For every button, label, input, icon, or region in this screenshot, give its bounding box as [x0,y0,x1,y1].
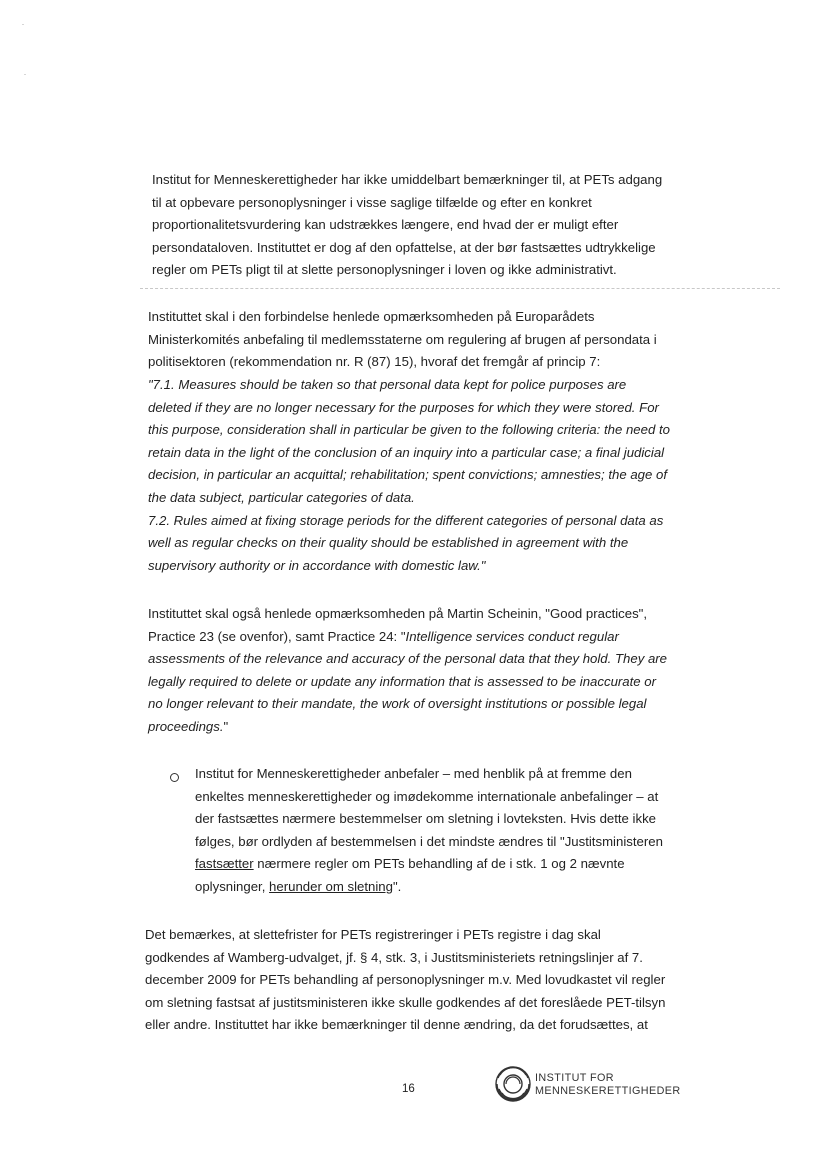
text-line: til at opbevare personoplysninger i visse saglige tilfælde og efter en konkret [152,194,592,210]
text-line: enkeltes menneskerettigheder og imødekomme internationale anbefalinger – at [195,788,659,804]
quote-line: assessments of the relevance and accuracy of the personal data that they hold. They are [148,651,668,667]
text-line [148,716,667,739]
quote-line: legally required to delete or update any information that is assessed to be inaccurate or [148,673,657,689]
quote-line: "7.1. Measures should be taken so that personal data kept for police purposes are [148,377,627,392]
text-line [195,876,663,899]
paragraph-3 [148,603,667,739]
text-line: følges, bør ordlyden af bestemmelsen i det mindste ændres til "Justitsministeren [195,833,663,849]
quote-line: no longer relevant to their mandate, the work of oversight institutions or possible legal [148,696,647,712]
text-line: Institut for Menneskerettigheder anbefaler – med henblik på at fremme den [195,766,632,781]
text-line [148,626,667,649]
paragraph-4 [145,924,665,1037]
underlined-text: fastsætter [195,856,254,872]
text-line: godkendes af Wamberg-udvalget, jf. § 4, stk. 3, i Justitsministeriets retningslinjer af 7. [145,949,643,965]
text-line: regler om PETs pligt til at slette personoplysninger i loven og ikke administrativt. [152,262,617,278]
quote-line: the data subject, particular categories of data. [148,489,415,505]
text-line: persondataloven. Instituttet er dog af den opfattelse, at der bør fastsættes udtrykkelige [152,239,656,255]
scan-divider [140,288,780,289]
paragraph-2 [148,306,657,374]
text-segment: nærmere regler om PETs behandling af de i stk. 1 og 2 nævnte [253,856,625,872]
text-line: om sletning fastsat af justitsministeren ikke skulle godkendes af det foreslåede PET-tilsyn [145,994,666,1010]
text-line: politisektoren (rekommendation nr. R (87) 15), hvoraf det fremgår af princip 7: [148,354,601,370]
quote-block [148,374,670,577]
text-segment: ". [392,878,402,894]
text-line: eller andre. Instituttet har ikke bemærkninger til denne ændring, da det forudsættes, at [145,1017,648,1033]
text-segment: Practice 23 (se ovenfor), samt Practice 24: " [148,628,406,644]
quote-line: deleted if they are no longer necessary for the purposes for which they were stored. For [148,399,659,415]
scan-speck [24,74,26,75]
text-line: der fastsættes nærmere bestemmelser om sletning i lovteksten. Hvis dette ikke [195,811,657,827]
quote-line: 7.2. Rules aimed at fixing storage periods for the different categories of personal data as [148,512,664,528]
quote-segment: proceedings. [148,718,224,734]
text-segment: " [223,718,229,734]
quote-line: this purpose, consideration shall in particular be given to the following criteria: the need to [148,422,670,438]
underlined-text: herunder om sletning [269,878,393,894]
text-segment: oplysninger, [195,878,270,894]
text-line [195,853,663,876]
logo-text [535,1072,681,1098]
quote-line: decision, in particular an acquittal; rehabilitation; spent convictions; amnesties; the age of [148,467,668,483]
text-line: Det bemærkes, at slettefrister for PETs registreringer i PETs registre i dag skal [145,927,601,942]
page-number: 16 [402,1083,415,1095]
text-line: proportionalitetsvurdering kan udstrækkes længere, end hvad der er muligt efter [152,217,619,233]
quote-line: retain data in the light of the conclusion of an inquiry into a particular case; a final judicial [148,444,665,460]
bullet-circle-icon [170,773,179,782]
quote-segment: Intelligence services conduct regular [405,628,619,644]
quote-line: well as regular checks on their quality should be established in agreement with the [148,535,629,551]
text-line: Institut for Menneskerettigheder har ikke umiddelbart bemærkninger til, at PETs adgang [152,172,663,187]
logo-line: MENNESKERETTIGHEDER [535,1085,681,1097]
institute-logo [493,1064,693,1108]
logo-line: INSTITUT FOR [535,1072,614,1084]
bullet-recommendation [195,763,663,899]
text-line: Ministerkomités anbefaling til medlemsstaterne om regulering af brugen af persondata i [148,331,657,347]
paragraph-1 [152,169,662,282]
institute-logo-icon [493,1064,533,1104]
text-line: Instituttet skal også henlede opmærksomheden på Martin Scheinin, "Good practices", [148,606,648,621]
scan-speck [22,24,24,25]
quote-line: supervisory authority or in accordance with domestic law." [148,557,486,573]
text-line: Instituttet skal i den forbindelse henlede opmærksomheden på Europarådets [148,309,595,324]
text-line: december 2009 for PETs behandling af personoplysninger m.v. Med lovudkastet vil regler [145,972,666,988]
